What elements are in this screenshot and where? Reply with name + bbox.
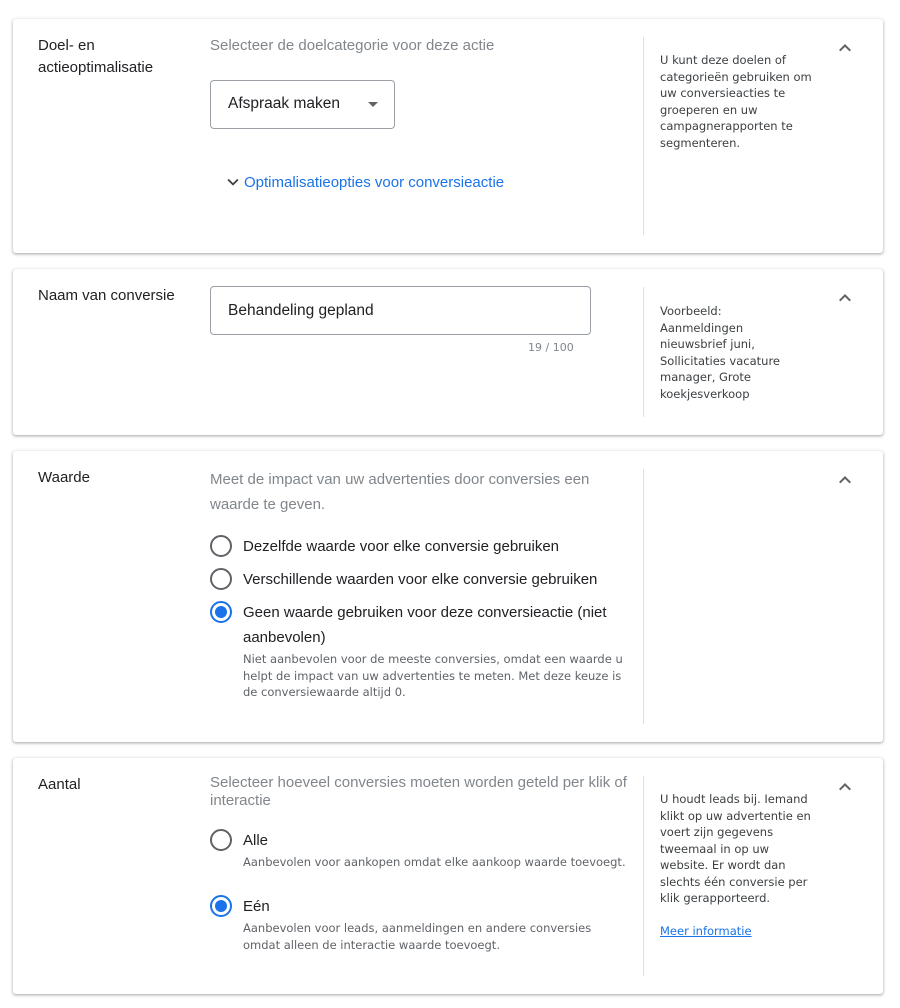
count-description: Selecteer hoeveel conversies moeten worden geteld per klik of interactie [210, 774, 627, 809]
radio-button[interactable] [210, 568, 232, 590]
caret-down-icon [368, 102, 378, 107]
count-help-text: U houdt leads bij. Iemand klikt op uw advertentie en voert zijn gegevens tweemaal in op uw website. Er wordt dan slechts één conversie per klik gerapporteerd. [660, 792, 811, 905]
count-option-label: Eén [243, 898, 270, 915]
chevron-up-icon [833, 775, 857, 799]
value-option-label: Dezelfde waarde voor elke conversie gebruiken [243, 538, 560, 555]
name-help-text: Voorbeeld: Aanmeldingen nieuwsbrief juni, Sollicitaties vacature manager, Grote koekjesverkoop [660, 304, 780, 401]
character-counter: 19 / 100 [528, 341, 574, 354]
goal-collapse-button[interactable] [833, 36, 857, 60]
count-collapse-button[interactable] [833, 775, 857, 799]
goal-description: Selecteer de doelcategorie voor deze actie [210, 37, 495, 54]
value-card [13, 451, 883, 742]
count-option-all[interactable] [210, 828, 628, 871]
goal-category-dropdown[interactable] [210, 80, 395, 129]
value-section-title: Waarde [38, 469, 90, 486]
radio-button[interactable] [210, 535, 232, 557]
value-option-none[interactable] [210, 600, 628, 701]
value-option-different[interactable] [210, 567, 628, 592]
value-divider [643, 469, 644, 724]
value-collapse-button[interactable] [833, 468, 857, 492]
radio-button[interactable] [210, 829, 232, 851]
name-collapse-button[interactable] [833, 286, 857, 310]
goal-divider [643, 37, 644, 235]
count-divider [643, 776, 644, 976]
goal-category-value: Afspraak maken [228, 95, 340, 112]
count-option-label: Alle [243, 832, 269, 849]
value-option-label: Verschillende waarden voor elke conversie gebruiken [243, 571, 598, 588]
chevron-down-icon [222, 171, 244, 193]
count-option-sublabel: Aanbevolen voor aankopen omdat elke aankoop waarde toevoegt. [243, 855, 626, 869]
count-card [13, 758, 883, 994]
chevron-up-icon [833, 286, 857, 310]
name-card [13, 269, 883, 435]
learn-more-link[interactable]: Meer informatie [660, 923, 752, 938]
radio-button-checked[interactable] [210, 895, 232, 917]
goal-help-text: U kunt deze doelen of categorieën gebruiken om uw conversieacties te groeperen en uw campagnerapporten te segmenteren. [660, 53, 812, 150]
name-divider [643, 287, 644, 417]
chevron-up-icon [833, 468, 857, 492]
conversion-name-input[interactable] [210, 286, 591, 335]
optimization-options-link[interactable] [222, 171, 504, 193]
goal-card [13, 19, 883, 253]
value-option-label: Geen waarde gebruiken voor deze conversieactie (niet aanbevolen) [243, 604, 607, 646]
count-option-one[interactable] [210, 894, 628, 953]
chevron-up-icon [833, 36, 857, 60]
count-option-sublabel: Aanbevolen voor leads, aanmeldingen en andere conversies omdat alleen de interactie waarde toevoegt. [243, 921, 592, 952]
count-help [660, 791, 820, 939]
value-option-same[interactable] [210, 534, 628, 559]
optimization-options-label: Optimalisatieopties voor conversieactie [244, 173, 505, 191]
goal-section-title: Doel- en actieoptimalisatie [38, 37, 154, 76]
radio-button-checked[interactable] [210, 601, 232, 623]
count-section-title: Aantal [38, 776, 81, 793]
value-option-sublabel: Niet aanbevolen voor de meeste conversies, omdat een waarde u helpt de impact van uw advertenties te meten. Met deze keuze is de conversiewaarde altijd 0. [243, 652, 623, 699]
name-section-title: Naam van conversie [38, 287, 175, 304]
value-description: Meet de impact van uw advertenties door conversies een waarde te geven. [210, 471, 590, 513]
